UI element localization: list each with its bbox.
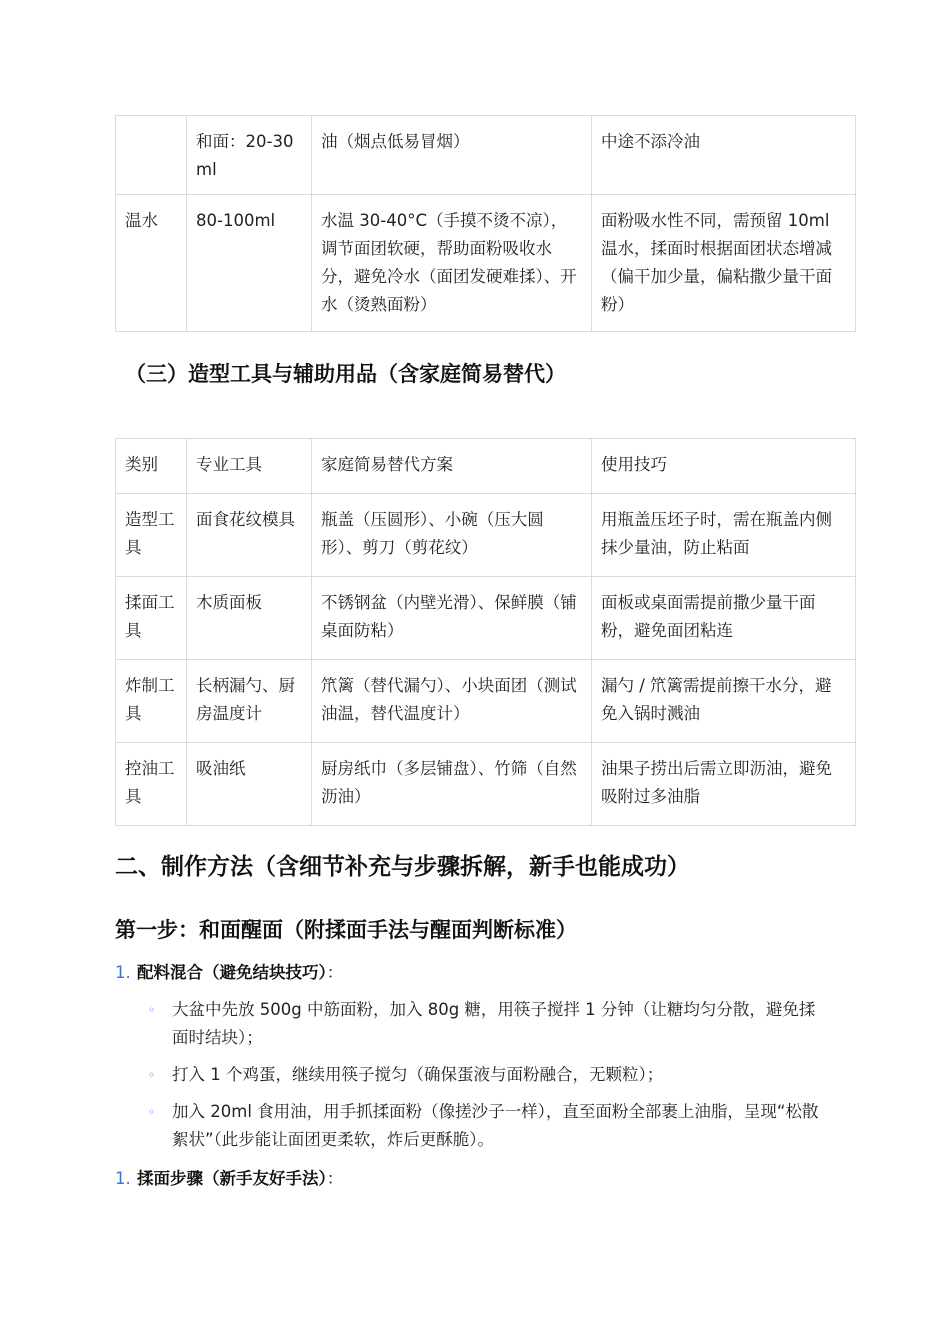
list-number: 1. (115, 1169, 131, 1188)
list-subitem (148, 1098, 828, 1154)
bullet-icon: ◦ (148, 1003, 156, 1017)
table-row (116, 195, 856, 332)
list-item (115, 960, 343, 986)
table-header-cell: 家庭简易替代方案 (312, 439, 592, 494)
tools-table-wrapper (115, 438, 856, 826)
bullet-icon: ◦ (148, 1105, 156, 1119)
table-cell: 木质面板 (187, 577, 312, 660)
table-cell: 油（烟点低易冒烟） (312, 116, 592, 195)
list-subitem-text: 大盆中先放 500g 中筋面粉，加入 80g 糖，用筷子搅拌 1 分钟（让糖均匀分散，避免揉面时结块）； (172, 1000, 816, 1047)
table-cell: 面粉吸水性不同，需预留 10ml 温水，揉面时根据面团状态增减（偏干加少量，偏粘撒少量干面粉） (592, 195, 856, 332)
list-item (115, 1166, 343, 1192)
table-cell: 油果子捞出后需立即沥油，避免吸附过多油脂 (592, 743, 856, 826)
table-cell: 面板或桌面需提前撒少量干面粉，避免面团粘连 (592, 577, 856, 660)
list-item-label: 配料混合（避免结块技巧） (137, 963, 327, 982)
step-heading: 第一步：和面醒面（附揉面手法与醒面判断标准） (115, 918, 577, 942)
table-cell: 控油工具 (116, 743, 187, 826)
table-cell: 和面：20-30ml (187, 116, 312, 195)
table-header-cell: 类别 (116, 439, 187, 494)
table-header-cell: 使用技巧 (592, 439, 856, 494)
table-cell: 长柄漏勺、厨房温度计 (187, 660, 312, 743)
main-heading: 二、制作方法（含细节补充与步骤拆解，新手也能成功） (115, 854, 690, 880)
list-subitem-text: 加入 20ml 食用油，用手抓揉面粉（像搓沙子一样），直至面粉全部裹上油脂，呈现“松散絮状”（此步能让面团更柔软，炸后更酥脆）。 (172, 1102, 819, 1149)
table-cell: 用瓶盖压坯子时，需在瓶盖内侧抹少量油，防止粘面 (592, 494, 856, 577)
table-cell: 面食花纹模具 (187, 494, 312, 577)
list-subitem (148, 1061, 828, 1089)
table-cell: 吸油纸 (187, 743, 312, 826)
table-row (116, 116, 856, 195)
table-cell: 造型工具 (116, 494, 187, 577)
table-cell: 温水 (116, 195, 187, 332)
table-header-row (116, 439, 856, 494)
table-cell (116, 116, 187, 195)
table-cell: 揉面工具 (116, 577, 187, 660)
table-header-cell: 专业工具 (187, 439, 312, 494)
table-row (116, 494, 856, 577)
table-cell: 中途不添冷油 (592, 116, 856, 195)
table-row (116, 660, 856, 743)
table-cell: 水温 30-40°C（手摸不烫不凉），调节面团软硬，帮助面粉吸收水分，避免冷水（面团发硬难揉）、开水（烫熟面粉） (312, 195, 592, 332)
table-cell: 炸制工具 (116, 660, 187, 743)
list-item-label: 揉面步骤（新手友好手法） (137, 1169, 327, 1188)
table-cell: 瓶盖（压圆形）、小碗（压大圆形）、剪刀（剪花纹） (312, 494, 592, 577)
bullet-icon: ◦ (148, 1068, 156, 1082)
list-number: 1. (115, 963, 131, 982)
ingredients-table (115, 115, 856, 332)
list-subitem (148, 996, 828, 1052)
table-cell: 漏勺 / 笊篱需提前擦干水分，避免入锅时溅油 (592, 660, 856, 743)
list-item-colon: ： (326, 1169, 344, 1188)
table-cell: 80-100ml (187, 195, 312, 332)
list-subitem-text: 打入 1 个鸡蛋，继续用筷子搅匀（确保蛋液与面粉融合，无颗粒）； (172, 1065, 664, 1084)
table-cell: 厨房纸巾（多层铺盘）、竹筛（自然沥油） (312, 743, 592, 826)
table-row (116, 743, 856, 826)
tools-table (115, 438, 856, 826)
table-row (116, 577, 856, 660)
table-cell: 不锈钢盆（内壁光滑）、保鲜膜（铺桌面防粘） (312, 577, 592, 660)
list-item-colon: ： (326, 963, 344, 982)
section-heading: （三）造型工具与辅助用品（含家庭简易替代） (125, 362, 566, 386)
table-cell: 笊篱（替代漏勺）、小块面团（测试油温，替代温度计） (312, 660, 592, 743)
document-content (115, 115, 855, 1188)
